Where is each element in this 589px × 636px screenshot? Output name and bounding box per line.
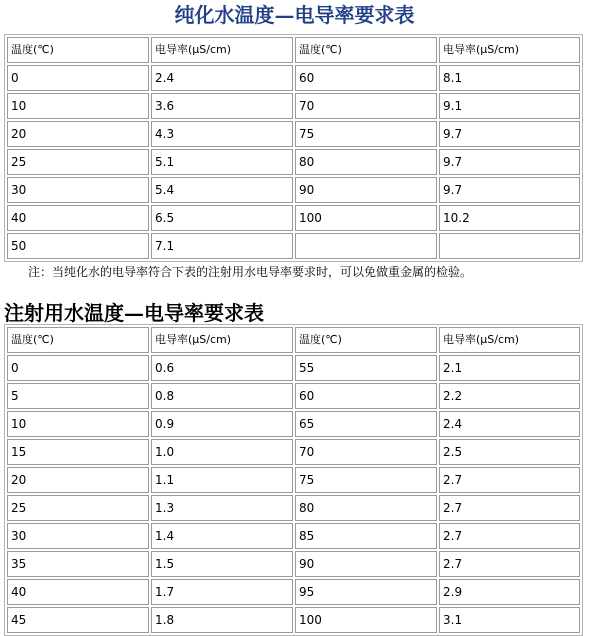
conductivity-cell: 1.5 [151, 551, 293, 577]
conductivity-cell: 2.5 [439, 439, 580, 465]
conductivity-cell: 2.1 [439, 355, 580, 381]
temperature-cell: 25 [7, 149, 149, 175]
header-temperature: 温度(℃) [295, 37, 437, 63]
table-row [7, 383, 580, 409]
table-row [7, 495, 580, 521]
header-conductivity: 电导率(μS/cm) [439, 327, 580, 353]
table-row [7, 177, 580, 203]
temperature-cell: 20 [7, 121, 149, 147]
injection-water-table-title: 注射用水温度—电导率要求表 [4, 301, 264, 325]
conductivity-cell: 2.4 [439, 411, 580, 437]
temperature-cell: 0 [7, 65, 149, 91]
table-row [7, 551, 580, 577]
conductivity-cell: 2.2 [439, 383, 580, 409]
conductivity-cell: 1.8 [151, 607, 293, 633]
temperature-cell: 65 [295, 411, 437, 437]
temperature-cell: 60 [295, 65, 437, 91]
conductivity-cell: 1.0 [151, 439, 293, 465]
temperature-cell [295, 233, 437, 259]
conductivity-cell [439, 233, 580, 259]
temperature-cell: 100 [295, 205, 437, 231]
pure-water-table-title: 纯化水温度—电导率要求表 [174, 3, 415, 27]
table-row [7, 523, 580, 549]
conductivity-cell: 9.7 [439, 121, 580, 147]
conductivity-cell: 7.1 [151, 233, 293, 259]
temperature-cell: 55 [295, 355, 437, 381]
table-row [7, 467, 580, 493]
table-row [7, 411, 580, 437]
table-row [7, 355, 580, 381]
temperature-cell: 25 [7, 495, 149, 521]
temperature-cell: 70 [295, 439, 437, 465]
table-row [7, 65, 580, 91]
temperature-cell: 45 [7, 607, 149, 633]
conductivity-cell: 1.4 [151, 523, 293, 549]
temperature-cell: 90 [295, 177, 437, 203]
temperature-cell: 90 [295, 551, 437, 577]
conductivity-cell: 2.7 [439, 551, 580, 577]
conductivity-cell: 6.5 [151, 205, 293, 231]
table-row [7, 439, 580, 465]
temperature-cell: 75 [295, 121, 437, 147]
conductivity-cell: 2.7 [439, 523, 580, 549]
temperature-cell: 10 [7, 93, 149, 119]
table-header-row [7, 37, 580, 63]
conductivity-cell: 2.7 [439, 467, 580, 493]
temperature-cell: 60 [295, 383, 437, 409]
conductivity-cell: 1.7 [151, 579, 293, 605]
temperature-cell: 5 [7, 383, 149, 409]
conductivity-cell: 10.2 [439, 205, 580, 231]
table-row [7, 233, 580, 259]
conductivity-cell: 2.7 [439, 495, 580, 521]
conductivity-cell: 1.1 [151, 467, 293, 493]
temperature-cell: 100 [295, 607, 437, 633]
table-row [7, 93, 580, 119]
header-temperature: 温度(℃) [7, 37, 149, 63]
temperature-cell: 80 [295, 149, 437, 175]
conductivity-cell: 0.8 [151, 383, 293, 409]
temperature-cell: 50 [7, 233, 149, 259]
table-row [7, 205, 580, 231]
conductivity-cell: 5.1 [151, 149, 293, 175]
table-row [7, 149, 580, 175]
conductivity-cell: 2.9 [439, 579, 580, 605]
conductivity-cell: 0.6 [151, 355, 293, 381]
temperature-cell: 80 [295, 495, 437, 521]
conductivity-cell: 3.1 [439, 607, 580, 633]
temperature-cell: 10 [7, 411, 149, 437]
table-row [7, 607, 580, 633]
temperature-cell: 20 [7, 467, 149, 493]
header-temperature: 温度(℃) [7, 327, 149, 353]
table-row [7, 579, 580, 605]
temperature-cell: 15 [7, 439, 149, 465]
temperature-cell: 30 [7, 523, 149, 549]
conductivity-cell: 9.1 [439, 93, 580, 119]
header-conductivity: 电导率(μS/cm) [151, 37, 293, 63]
temperature-cell: 85 [295, 523, 437, 549]
conductivity-cell: 9.7 [439, 177, 580, 203]
temperature-cell: 40 [7, 579, 149, 605]
conductivity-cell: 9.7 [439, 149, 580, 175]
temperature-cell: 95 [295, 579, 437, 605]
table-header-row [7, 327, 580, 353]
header-conductivity: 电导率(μS/cm) [151, 327, 293, 353]
temperature-cell: 35 [7, 551, 149, 577]
pure-water-note: 注：当纯化水的电导率符合下表的注射用水电导率要求时，可以免做重金属的检验。 [28, 265, 473, 279]
conductivity-cell: 4.3 [151, 121, 293, 147]
pure-water-conductivity-table [4, 34, 583, 262]
header-conductivity: 电导率(μS/cm) [439, 37, 580, 63]
temperature-cell: 70 [295, 93, 437, 119]
temperature-cell: 75 [295, 467, 437, 493]
temperature-cell: 40 [7, 205, 149, 231]
table-row [7, 121, 580, 147]
injection-water-conductivity-table [4, 324, 583, 636]
conductivity-cell: 0.9 [151, 411, 293, 437]
conductivity-cell: 3.6 [151, 93, 293, 119]
temperature-cell: 30 [7, 177, 149, 203]
conductivity-cell: 8.1 [439, 65, 580, 91]
conductivity-cell: 5.4 [151, 177, 293, 203]
header-temperature: 温度(℃) [295, 327, 437, 353]
temperature-cell: 0 [7, 355, 149, 381]
conductivity-cell: 2.4 [151, 65, 293, 91]
conductivity-cell: 1.3 [151, 495, 293, 521]
